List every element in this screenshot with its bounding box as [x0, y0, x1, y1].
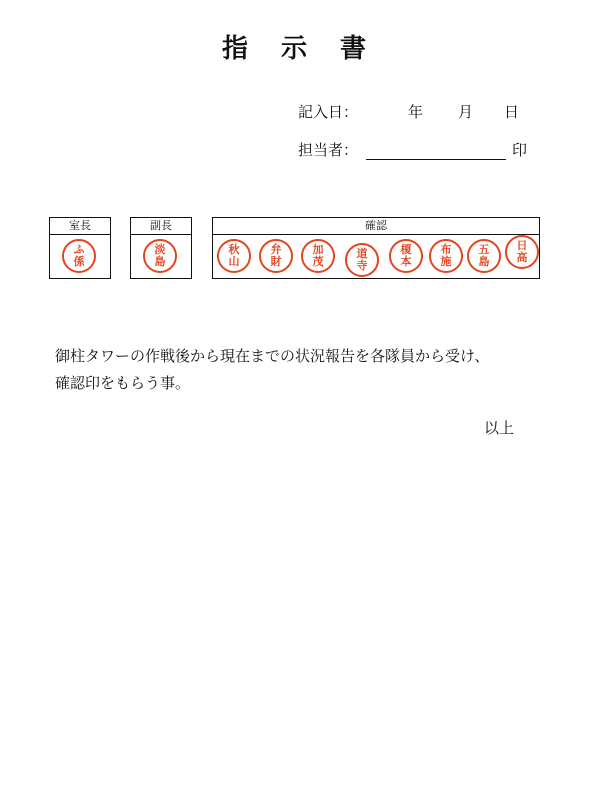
stamp-char-bottom: 本 — [400, 255, 412, 268]
stamp-char-bottom: 島 — [154, 255, 166, 268]
month-label: 月 — [458, 103, 474, 121]
instruction-line: 御柱タワーの作戦後から現在までの状況報告を各隊員から受け、 — [55, 347, 490, 365]
confirmation-header: 確認 — [213, 218, 539, 235]
stamp-char-bottom: 茂 — [312, 255, 324, 268]
stamp-char-top: 五 — [478, 243, 490, 256]
closing-text: 以上 — [484, 419, 515, 437]
confirm-stamp — [217, 239, 251, 273]
stamp-char-bottom: 係 — [73, 255, 85, 268]
confirm-stamp — [429, 239, 463, 273]
chief-header: 室長 — [50, 218, 110, 235]
confirm-stamp — [259, 239, 293, 273]
chief-approval-box — [49, 217, 111, 279]
confirm-stamp — [389, 239, 423, 273]
year-label: 年 — [408, 103, 424, 121]
signature-line[interactable] — [366, 159, 506, 160]
confirmation-box — [212, 217, 540, 279]
document-title: 指 示 書 — [221, 34, 379, 64]
confirm-stamp — [505, 235, 539, 269]
stamp-char-bottom: 島 — [478, 255, 490, 268]
instruction-body — [55, 343, 555, 397]
stamp-char-top: ふ — [73, 243, 85, 256]
chief-stamp — [62, 239, 96, 273]
stamp-char-top: 道 — [356, 247, 368, 260]
stamp-char-bottom: 高 — [516, 251, 528, 264]
vice-chief-stamp — [143, 239, 177, 273]
stamp-char-bottom: 財 — [270, 255, 282, 268]
stamp-char-bottom: 山 — [228, 255, 240, 268]
stamp-char-bottom: 施 — [440, 255, 452, 268]
date-label: 記入日： — [298, 103, 359, 121]
confirm-stamp — [467, 239, 501, 273]
stamp-char-top: 布 — [440, 243, 452, 256]
day-label: 日 — [504, 103, 520, 121]
seal-mark: 印 — [512, 141, 528, 159]
person-label: 担当者： — [298, 141, 359, 159]
vice-chief-header: 副長 — [131, 218, 191, 235]
stamp-char-top: 日 — [516, 239, 528, 252]
stamp-char-top: 弁 — [270, 243, 282, 256]
stamp-char-top: 加 — [312, 243, 324, 256]
stamp-char-top: 淡 — [154, 243, 166, 256]
instruction-line: 確認印をもらう事。 — [55, 374, 191, 392]
confirm-stamp — [301, 239, 335, 273]
confirm-stamp — [345, 243, 379, 277]
stamp-char-bottom: 寺 — [356, 259, 368, 272]
vice-chief-approval-box — [130, 217, 192, 279]
person-field — [298, 139, 538, 163]
stamp-char-top: 榎 — [400, 243, 412, 256]
stamp-char-top: 秋 — [228, 243, 240, 256]
date-field — [298, 101, 538, 123]
